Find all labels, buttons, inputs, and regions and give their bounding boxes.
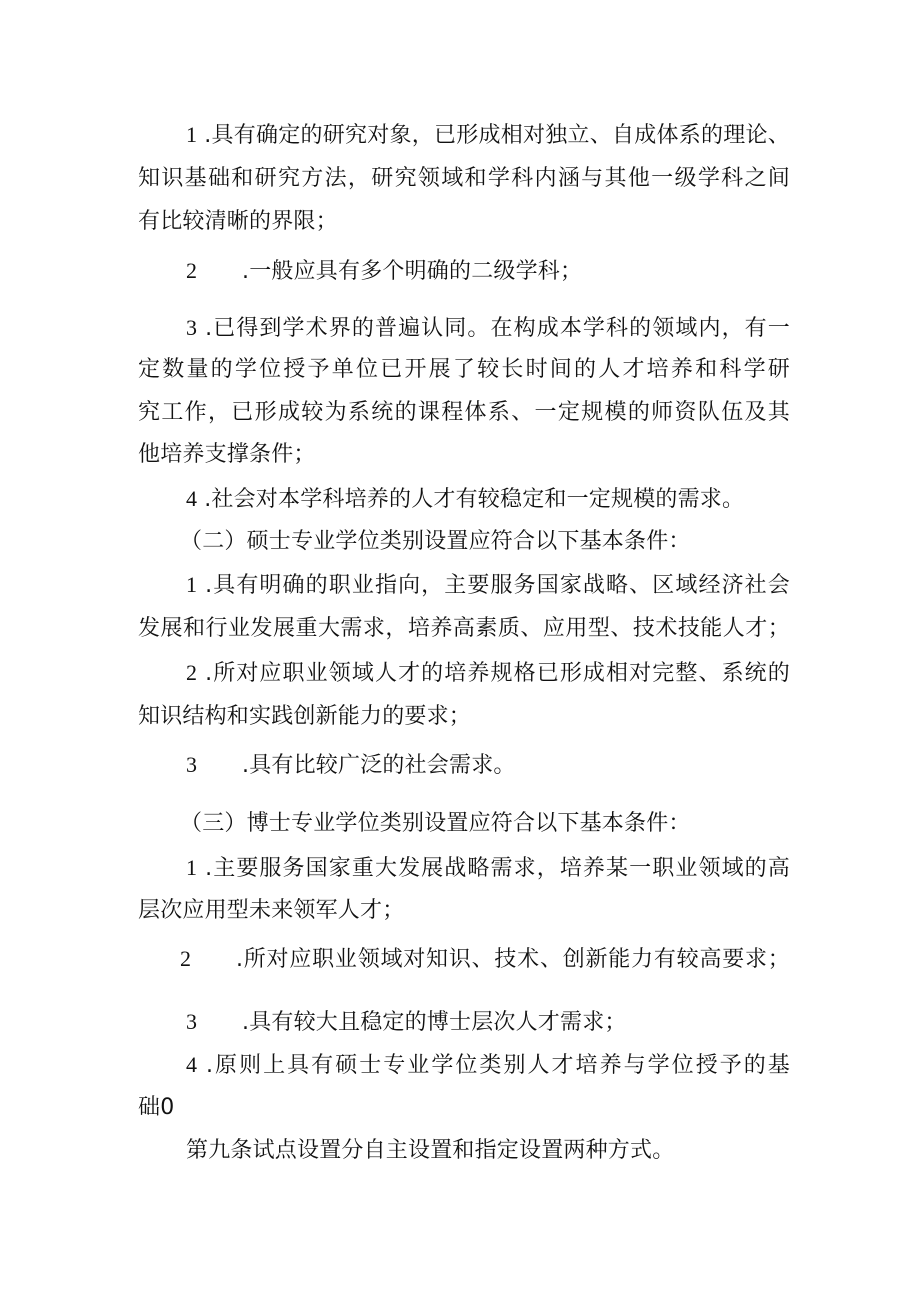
list-number: 1 [186,855,197,880]
list-number: 3 [186,1009,197,1034]
section-heading: （三）博士专业学位类别设置应符合以下基本条件： [180,811,691,836]
list-number: 1 [186,572,197,597]
paragraph-line: 有比较清晰的界限； [138,209,338,234]
section-heading: （二）硕士专业学位类别设置应符合以下基本条件： [180,529,691,554]
paragraph-line: 1 .主要服务国家重大发展战略需求，培养某一职业领域的高 [186,855,790,881]
paragraph-line: 究工作，已形成较为系统的课程体系、一定规模的师资队伍及其 [138,400,790,425]
paragraph-line: 2 .所对应职业领域人才的培养规格已形成相对完整、系统的 [186,660,790,686]
paragraph-line: 础0 [138,1095,175,1120]
paragraph-line: 定数量的学位授予单位已开展了较长时间的人才培养和科学研 [138,357,790,382]
paragraph-line: 知识基础和研究方法，研究领域和学科内涵与其他一级学科之间 [138,166,790,191]
list-number: 2 [186,660,197,685]
list-number: 2 [186,258,197,283]
paragraph-line: 2 .所对应职业领域对知识、技术、创新能力有较高要求； [180,946,790,972]
paragraph-line: 3 .已得到学术界的普遍认同。在构成本学科的领域内，有一 [186,315,790,341]
list-number: 4 [186,1052,197,1077]
paragraph-line: 3 .具有比较广泛的社会需求。 [186,752,516,778]
list-number: 3 [186,315,197,340]
list-number: 1 [186,122,197,147]
paragraph-line: 1 .具有明确的职业指向，主要服务国家战略、区域经济社会 [186,572,790,598]
article-heading: 第九条试点设置分自主设置和指定设置两种方式。 [186,1138,675,1163]
paragraph-line: 4 .社会对本学科培养的人才有较稳定和一定规模的需求。 [186,486,745,512]
list-number: 2 [180,946,191,971]
paragraph-line: 他培养支撑条件； [138,442,316,467]
paragraph-line: 4 .原则上具有硕士专业学位类别人才培养与学位授予的基 [186,1052,790,1078]
paragraph-line: 知识结构和实践创新能力的要求； [138,704,472,729]
paragraph-line: 层次应用型未来领军人才； [138,898,405,923]
paragraph-line: 1 .具有确定的研究对象，已形成相对独立、自成体系的理论、 [186,122,790,148]
paragraph-line: 2 .一般应具有多个明确的二级学科； [186,258,583,284]
paragraph-line: 3 .具有较大且稳定的博士层次人才需求； [186,1009,627,1035]
paragraph-line: 发展和行业发展重大需求，培养高素质、应用型、技术技能人才； [138,616,790,641]
list-number: 4 [186,486,197,511]
list-number: 3 [186,752,197,777]
